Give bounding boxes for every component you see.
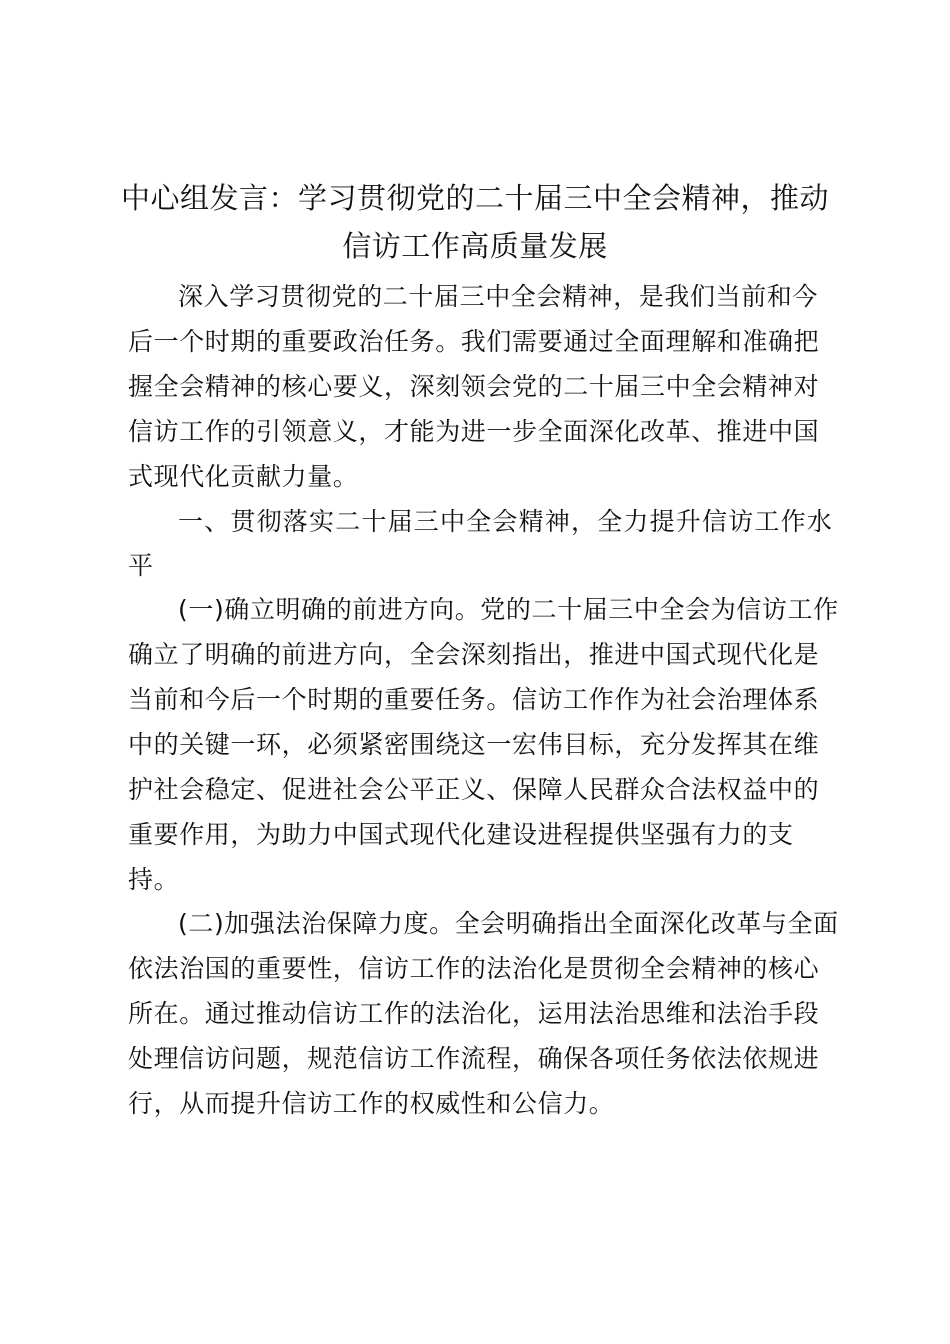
subsection-2-line-1: (二)加强法治保障力度。全会明确指出全面深化改革与全面 bbox=[178, 909, 839, 938]
section-heading-line-1: 一、贯彻落实二十届三中全会精神，全力提升信访工作水 bbox=[178, 507, 834, 536]
subsection-2-line-4: 处理信访问题，规范信访工作流程，确保各项任务依法依规进 bbox=[128, 1044, 820, 1073]
subsection-2-line-5: 行，从而提升信访工作的权威性和公信力。 bbox=[128, 1089, 615, 1118]
subsection-1-line-4: 中的关键一环，必须紧密围绕这一宏伟目标，充分发挥其在维 bbox=[128, 730, 820, 759]
paragraph-1-line-4: 信访工作的引领意义，才能为进一步全面深化改革、推进中国 bbox=[128, 417, 820, 446]
subsection-2-line-2: 依法治国的重要性，信访工作的法治化是贯彻全会精神的核心 bbox=[128, 954, 820, 983]
subsection-1-line-2: 确立了明确的前进方向，全会深刻指出，推进中国式现代化是 bbox=[128, 640, 820, 669]
subsection-1-line-1: (一)确立明确的前进方向。党的二十届三中全会为信访工作 bbox=[178, 595, 839, 624]
document-title-line-2: 信访工作高质量发展 bbox=[342, 229, 608, 263]
document-title-line-1: 中心组发言：学习贯彻党的二十届三中全会精神，推动 bbox=[120, 181, 829, 215]
subsection-1-line-6: 重要作用，为助力中国式现代化建设进程提供坚强有力的支 bbox=[128, 820, 794, 849]
subsection-1-line-5: 护社会稳定、促进社会公平正义、保障人民群众合法权益中的 bbox=[128, 775, 820, 804]
paragraph-1-line-1: 深入学习贯彻党的二十届三中全会精神，是我们当前和今 bbox=[178, 282, 819, 311]
subsection-1-line-3: 当前和今后一个时期的重要任务。信访工作作为社会治理体系 bbox=[128, 685, 820, 714]
paragraph-1-line-5: 式现代化贡献力量。 bbox=[128, 462, 359, 491]
subsection-1-line-7: 持。 bbox=[128, 865, 180, 894]
section-heading-line-2: 平 bbox=[128, 551, 154, 580]
paragraph-1-line-2: 后一个时期的重要政治任务。我们需要通过全面理解和准确把 bbox=[128, 327, 820, 356]
paragraph-1-line-3: 握全会精神的核心要义，深刻领会党的二十届三中全会精神对 bbox=[128, 372, 820, 401]
subsection-2-line-3: 所在。通过推动信访工作的法治化，运用法治思维和法治手段 bbox=[128, 999, 820, 1028]
